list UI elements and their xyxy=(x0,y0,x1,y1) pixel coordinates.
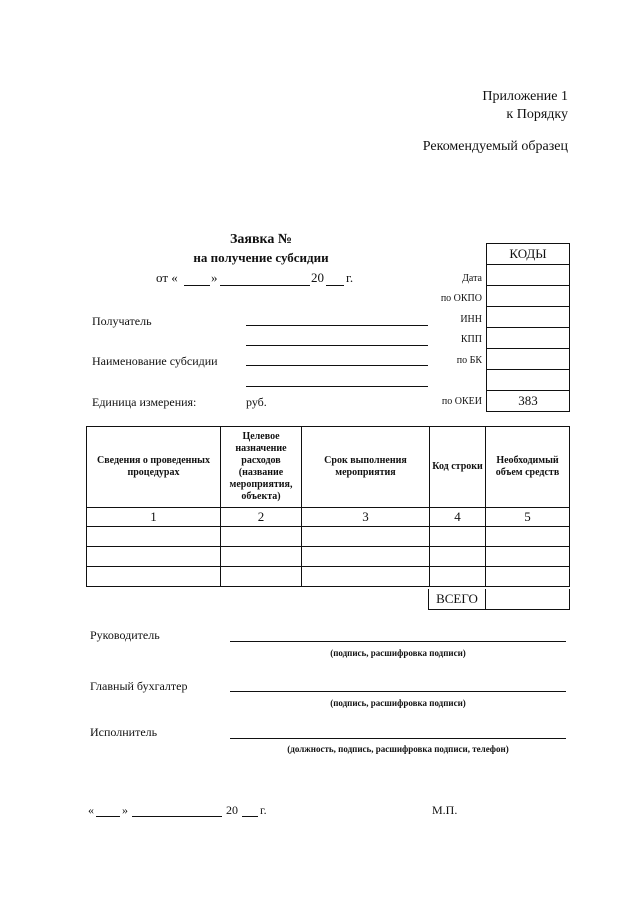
table-row xyxy=(87,547,570,567)
recipient-line-1[interactable] xyxy=(246,325,428,326)
footer-year-blank[interactable] xyxy=(242,816,258,817)
sample-note: Рекомендуемый образец xyxy=(422,139,568,154)
col-number: 1 xyxy=(87,508,221,527)
unit-label: Единица измерения: xyxy=(92,395,197,409)
subsidy-name-label: Наименование субсидии xyxy=(92,354,218,368)
total-label: ВСЕГО xyxy=(428,589,486,610)
year-blank[interactable] xyxy=(326,285,344,286)
code-cell-bk[interactable] xyxy=(487,348,569,369)
code-label-okpo: по ОКПО xyxy=(440,293,482,304)
code-cell-kpp[interactable] xyxy=(487,327,569,348)
appendix-note xyxy=(482,88,568,124)
total-value-cell[interactable] xyxy=(486,589,570,610)
table-cell[interactable] xyxy=(430,527,486,547)
table-row xyxy=(87,527,570,547)
footer-date-open: « xyxy=(88,803,94,817)
head-signature-line[interactable] xyxy=(230,641,566,642)
footer-date-close: » xyxy=(122,803,128,817)
col-header-deadline: Срок выполнения мероприятия xyxy=(302,427,430,508)
table-row xyxy=(87,567,570,587)
application-subtitle: на получение субсидии xyxy=(193,250,329,265)
table-cell[interactable] xyxy=(302,527,430,547)
total-row xyxy=(428,589,570,610)
code-label-okei: по ОКЕИ xyxy=(441,396,482,407)
codes-header: КОДЫ xyxy=(509,246,547,261)
table-cell[interactable] xyxy=(221,547,302,567)
table-cell[interactable] xyxy=(87,527,221,547)
subsidy-table xyxy=(86,426,570,587)
date-quote-close: » xyxy=(211,270,218,285)
stamp-label: М.П. xyxy=(432,803,458,817)
table-number-row xyxy=(87,508,570,527)
head-signature-hint: (подпись, расшифровка подписи) xyxy=(330,648,466,658)
col-number: 5 xyxy=(486,508,570,527)
code-cell-extra[interactable] xyxy=(487,369,569,390)
executor-signature-hint: (должность, подпись, расшифровка подписи, телефон) xyxy=(287,744,509,754)
table-cell[interactable] xyxy=(430,567,486,587)
appendix-line-1: Приложение 1 xyxy=(482,89,568,104)
recipient-label: Получатель xyxy=(92,314,152,328)
application-title: Заявка № xyxy=(230,232,292,247)
recipient-line-2[interactable] xyxy=(246,345,428,346)
col-header-line-code: Код строки xyxy=(430,427,486,508)
footer-year-prefix: 20 xyxy=(226,803,238,817)
unit-value: руб. xyxy=(246,395,267,409)
codes-box xyxy=(486,243,570,412)
date-day-blank[interactable] xyxy=(184,285,210,286)
appendix-line-2: к Порядку xyxy=(506,107,568,122)
table-cell[interactable] xyxy=(486,527,570,547)
table-cell[interactable] xyxy=(486,567,570,587)
executor-signature-line[interactable] xyxy=(230,738,566,739)
col-header-amount: Необходимый объем средств xyxy=(486,427,570,508)
accountant-signature-line[interactable] xyxy=(230,691,566,692)
table-cell[interactable] xyxy=(302,567,430,587)
accountant-signature-hint: (подпись, расшифровка подписи) xyxy=(330,698,466,708)
table-cell[interactable] xyxy=(87,567,221,587)
date-month-blank[interactable] xyxy=(220,285,310,286)
date-prefix: от « xyxy=(156,270,178,285)
subsidy-name-line-1[interactable] xyxy=(246,365,428,366)
col-number: 4 xyxy=(430,508,486,527)
accountant-label: Главный бухгалтер xyxy=(90,679,188,693)
head-label: Руководитель xyxy=(90,628,160,642)
code-label-inn: ИНН xyxy=(460,314,482,325)
table-cell[interactable] xyxy=(430,547,486,567)
code-cell-inn[interactable] xyxy=(487,306,569,327)
col-header-procedures: Сведения о проведенных процедурах xyxy=(87,427,221,508)
year-suffix: г. xyxy=(346,270,354,285)
footer-month-blank[interactable] xyxy=(132,816,222,817)
col-number: 2 xyxy=(221,508,302,527)
code-cell-okpo[interactable] xyxy=(487,285,569,306)
code-label-date: Дата xyxy=(462,273,482,284)
table-cell[interactable] xyxy=(221,567,302,587)
table-header-row xyxy=(87,427,570,508)
table-cell[interactable] xyxy=(221,527,302,547)
table-cell[interactable] xyxy=(87,547,221,567)
code-label-bk: по БК xyxy=(456,355,482,366)
subsidy-name-line-2[interactable] xyxy=(246,386,428,387)
footer-year-suffix: г. xyxy=(260,803,267,817)
table-cell[interactable] xyxy=(486,547,570,567)
col-number: 3 xyxy=(302,508,430,527)
table-cell[interactable] xyxy=(302,547,430,567)
executor-label: Исполнитель xyxy=(90,725,158,739)
year-prefix: 20 xyxy=(311,270,324,285)
code-cell-date[interactable] xyxy=(487,264,569,285)
footer-day-blank[interactable] xyxy=(96,816,120,817)
col-header-purpose: Целевое назначение расходов (название мероприятия, объекта) xyxy=(221,427,302,508)
code-label-kpp: КПП xyxy=(460,334,482,345)
code-cell-okei[interactable]: 383 xyxy=(487,390,569,411)
